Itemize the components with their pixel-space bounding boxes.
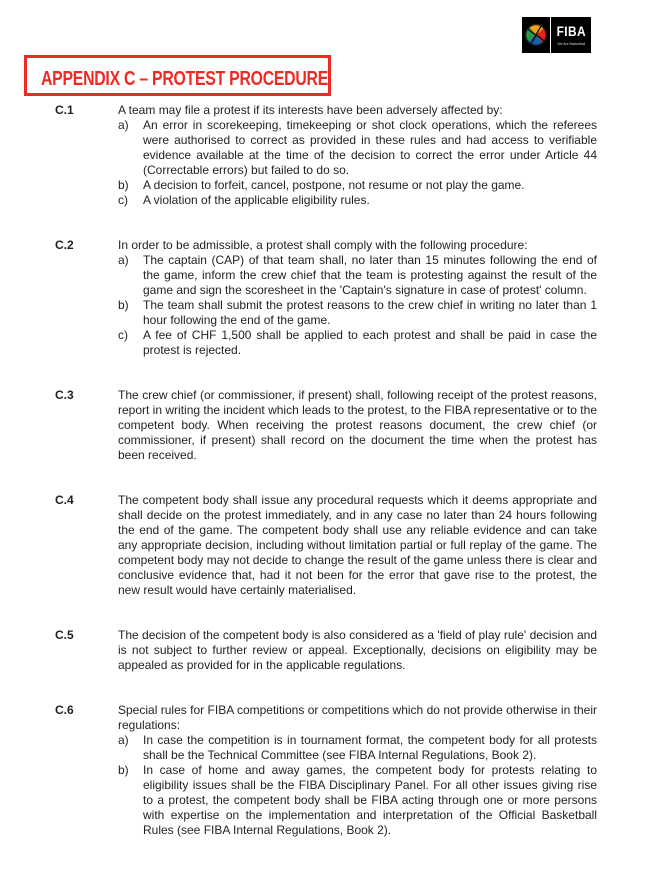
section-c1	[55, 103, 597, 208]
item-text: A decision to forfeit, cancel, postpone, not resume or not play the game.	[143, 178, 525, 192]
section-c3	[55, 388, 597, 463]
section-c4	[55, 493, 597, 598]
list-item	[118, 763, 597, 838]
list-item	[118, 328, 597, 358]
section-lead: The decision of the competent body is also considered as a 'field of play rule' decision and is not subject to further review or appeal. Exceptionally, decisions on eligibility may be appealed as provided for in the applicable regulations.	[118, 628, 597, 672]
item-letter: b)	[118, 178, 129, 192]
item-letter: c)	[118, 328, 128, 342]
item-letter: a)	[118, 733, 129, 747]
section-body	[118, 628, 597, 673]
fiba-ball-box	[522, 17, 550, 53]
item-text: An error in scorekeeping, timekeeping or shot clock operations, which the referees were authorised to correct as provided in these rules and had access to verifiable evidence available at the time of the decision to correct the error under Article 44 (Correctable errors) but failed to do so.	[143, 118, 597, 177]
list-item	[118, 178, 597, 193]
section-number: C.3	[55, 388, 74, 402]
section-body	[118, 238, 597, 358]
fiba-wordmark: FIBA	[556, 22, 586, 39]
item-text: In case of home and away games, the competent body for protests relating to eligibility issues shall be the FIBA Disciplinary Panel. For all other issues giving rise to a protest, the competent body shall be FIBA acting through one or more persons with expertise on the implementation and interpretation of the Official Basketball Rules (see FIBA Internal Regulations, Book 2).	[143, 763, 597, 837]
section-number: C.1	[55, 103, 74, 117]
item-letter: b)	[118, 298, 129, 312]
section-body	[118, 493, 597, 598]
item-text: The captain (CAP) of that team shall, no later than 15 minutes following the end of the game, inform the crew chief that the team is protesting against the result of the game and sign the scoresheet in the 'Captain's signature in case of protest' column.	[143, 253, 597, 297]
list-item	[118, 193, 597, 208]
section-number: C.6	[55, 703, 74, 717]
section-c5	[55, 628, 597, 673]
basketball-globe-icon	[525, 24, 547, 46]
section-body	[118, 388, 597, 463]
section-lead: The crew chief (or commissioner, if present) shall, following receipt of the protest reasons, report in writing the incident which leads to the protest, to the FIBA representative or to the competent body. When receiving the protest reasons document, the crew chief (or commissioner, if present) shall record on the document the time when the protest has been received.	[118, 388, 597, 462]
section-number: C.5	[55, 628, 74, 642]
document-body	[55, 103, 597, 868]
section-number: C.4	[55, 493, 74, 507]
item-letter: b)	[118, 763, 129, 777]
list-item	[118, 253, 597, 298]
section-c6	[55, 703, 597, 838]
item-text: A violation of the applicable eligibility rules.	[143, 193, 370, 207]
item-letter: a)	[118, 253, 129, 267]
section-body	[118, 103, 597, 208]
item-text: The team shall submit the protest reasons to the crew chief in writing no later than 1 hour following the end of the game.	[143, 298, 597, 327]
section-lead: The competent body shall issue any procedural requests which it deems appropriate and shall decide on the protest immediately, and in any case no later than 24 hours following the end of the game. The competent body shall use any reliable evidence and can take any appropriate decision, including without limitation partial or full replay of the game. The competent body may not decide to change the result of the game unless there is clear and conclusive evidence that, had it not been for the error that gave rise to the protest, the new result would have certainly materialised.	[118, 493, 597, 597]
fiba-logo	[522, 17, 591, 53]
item-letter: c)	[118, 193, 128, 207]
section-body	[118, 703, 597, 838]
appendix-title: APPENDIX C – PROTEST PROCEDURE	[41, 67, 329, 90]
fiba-wordmark-box	[551, 17, 591, 53]
list-item	[118, 118, 597, 178]
section-lead: Special rules for FIBA competitions or competitions which do not provide otherwise in their regulations:	[118, 703, 597, 732]
section-c2	[55, 238, 597, 358]
section-lead: In order to be admissible, a protest shall comply with the following procedure:	[118, 238, 528, 252]
item-text: A fee of CHF 1,500 shall be applied to each protest and shall be paid in case the protest is rejected.	[143, 328, 597, 357]
item-text: In case the competition is in tournament format, the competent body for all protests shall be the Technical Committee (see FIBA Internal Regulations, Book 2).	[143, 733, 597, 762]
fiba-tagline: We Are Basketball	[557, 40, 585, 46]
list-item	[118, 733, 597, 763]
section-number: C.2	[55, 238, 74, 252]
section-lead: A team may file a protest if its interests have been adversely affected by:	[118, 103, 503, 117]
appendix-title-box	[24, 55, 331, 96]
list-item	[118, 298, 597, 328]
item-letter: a)	[118, 118, 129, 132]
